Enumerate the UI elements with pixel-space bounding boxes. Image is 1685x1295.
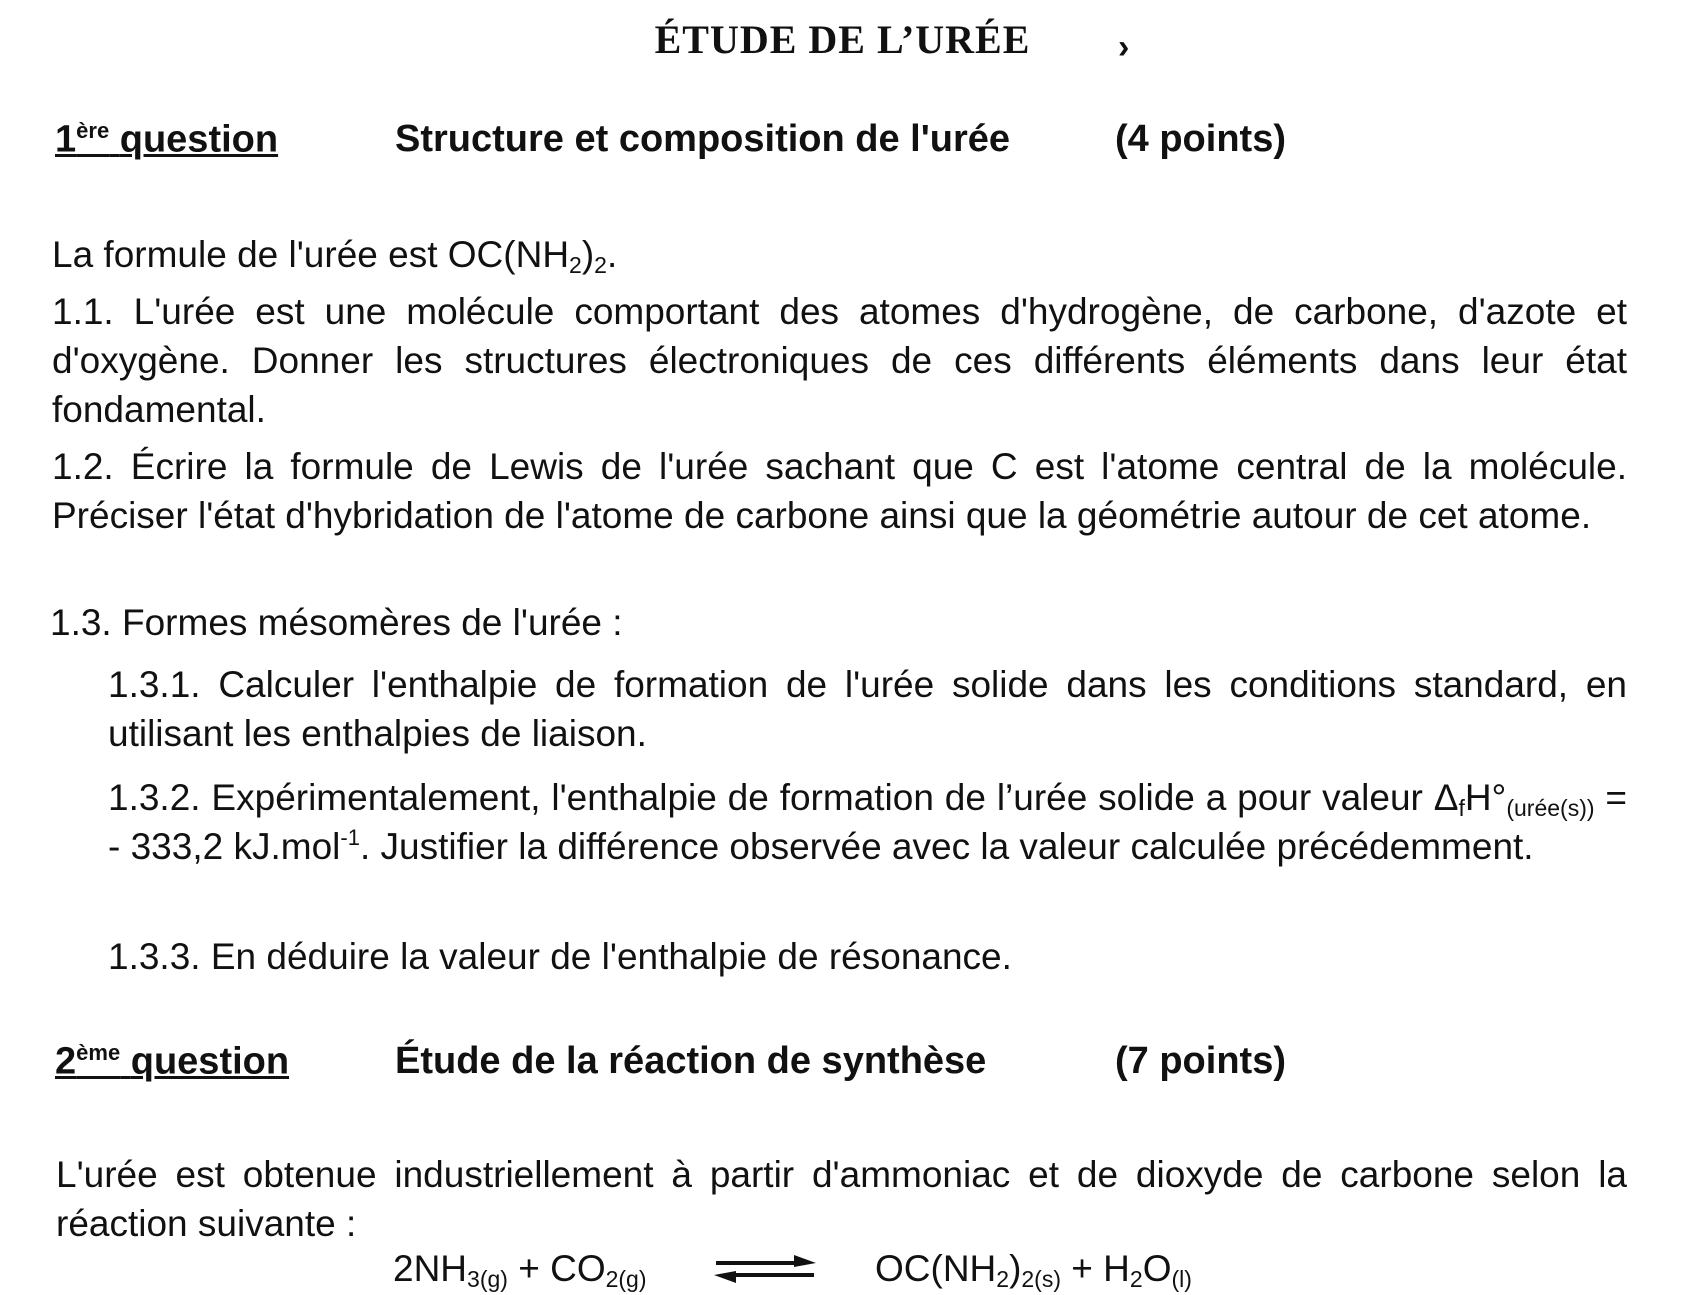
question-1-heading [0,118,1685,178]
product-water-sub: 2 [1129,1266,1143,1292]
question-1-digit: 1 [55,118,77,161]
item-1-3: 1.3. Formes mésomères de l'urée : [50,602,623,643]
reactant-co2-sub: 2(g) [605,1266,647,1292]
item-1-3-2 [108,773,1627,871]
mol-exponent: -1 [340,825,360,850]
question-1-title: Structure et composition de l'urée [395,118,1011,160]
formula-sub-1: 2 [569,252,582,278]
product-urea-sub-2: 2(s) [1021,1266,1062,1292]
question-1-ordinal: ère [76,118,110,143]
question-2-intro: L'urée est obtenue industriellement à partir d'ammoniac et de dioxyde de carbone selon la réaction suivante : [56,1154,1627,1244]
product-water-state: (l) [1171,1266,1192,1292]
item-1-3-1: 1.3.1. Calculer l'enthalpie de formation de l'urée solide dans les conditions standard, en utilisant les enthalpies de liaison. [108,664,1627,754]
scan-mark: › [1118,28,1130,66]
formula-end: . [606,234,618,275]
equation-reactants [393,1243,647,1295]
formula-paren: ) [581,234,595,275]
item-1-1: 1.1. L'urée est une molécule comportant des atomes d'hydrogène, de carbone, d'azote et d'oxygène. Donner les structures électroniques de ces différents éléments dans leur état fondamental. [52,291,1627,430]
item-1-3-3: 1.3.3. En déduire la valeur de l'enthalpie de résonance. [108,936,1012,977]
formula-sub-2: 2 [594,252,607,278]
item-1-2: 1.2. Écrire la formule de Lewis de l'urée sachant que C est l'atome central de la molécule. Préciser l'état d'hybridation de l'atome de carbone ainsi que la géométrie autour de cet atome. [52,446,1627,536]
document-title: ÉTUDE DE L’URÉE [654,17,1031,62]
item-1-3-2-text-a: 1.3.2. Expérimentalement, l'enthalpie de formation de l’urée solide a pour valeur Δ [108,777,1459,818]
reactant-nh3: 2NH [393,1248,468,1289]
product-water-o: O [1142,1248,1172,1289]
question-2-title: Étude de la réaction de synthèse [395,1040,987,1082]
equation-products [875,1243,1192,1295]
delta-f-sub: f [1458,795,1465,821]
question-2-points: (7 points) [1115,1040,1286,1082]
product-urea: OC(NH [875,1248,997,1289]
reaction-equation [0,1243,1685,1295]
item-1-3-2-text-c: = - 333,2 kJ.mol [108,777,1628,867]
urea-formula-line [52,230,1627,279]
product-urea-sub-1: 2 [996,1266,1010,1292]
item-1-3-2-text-b: H° [1464,777,1507,818]
question-2-ordinal: ème [76,1040,121,1065]
question-1-points: (4 points) [1115,118,1286,160]
equilibrium-arrows-icon [712,1253,818,1285]
uree-sub: (urée(s)) [1506,795,1595,821]
question-2-heading [0,1040,1685,1100]
reactant-co2: + CO [507,1248,606,1289]
question-2-word: question [130,1040,290,1083]
question-2-number [55,1040,289,1084]
formula-text: La formule de l'urée est OC(NH [52,234,570,275]
product-water-h: + H [1061,1248,1130,1289]
question-1-word: question [119,118,279,161]
question-2-digit: 2 [55,1040,77,1083]
item-1-3-2-text-d: . Justifier la différence observée avec la valeur calculée précédemment. [359,826,1534,867]
question-1-number [55,118,278,162]
product-urea-paren: ) [1009,1248,1022,1289]
reactant-nh3-sub: 3(g) [467,1266,508,1292]
